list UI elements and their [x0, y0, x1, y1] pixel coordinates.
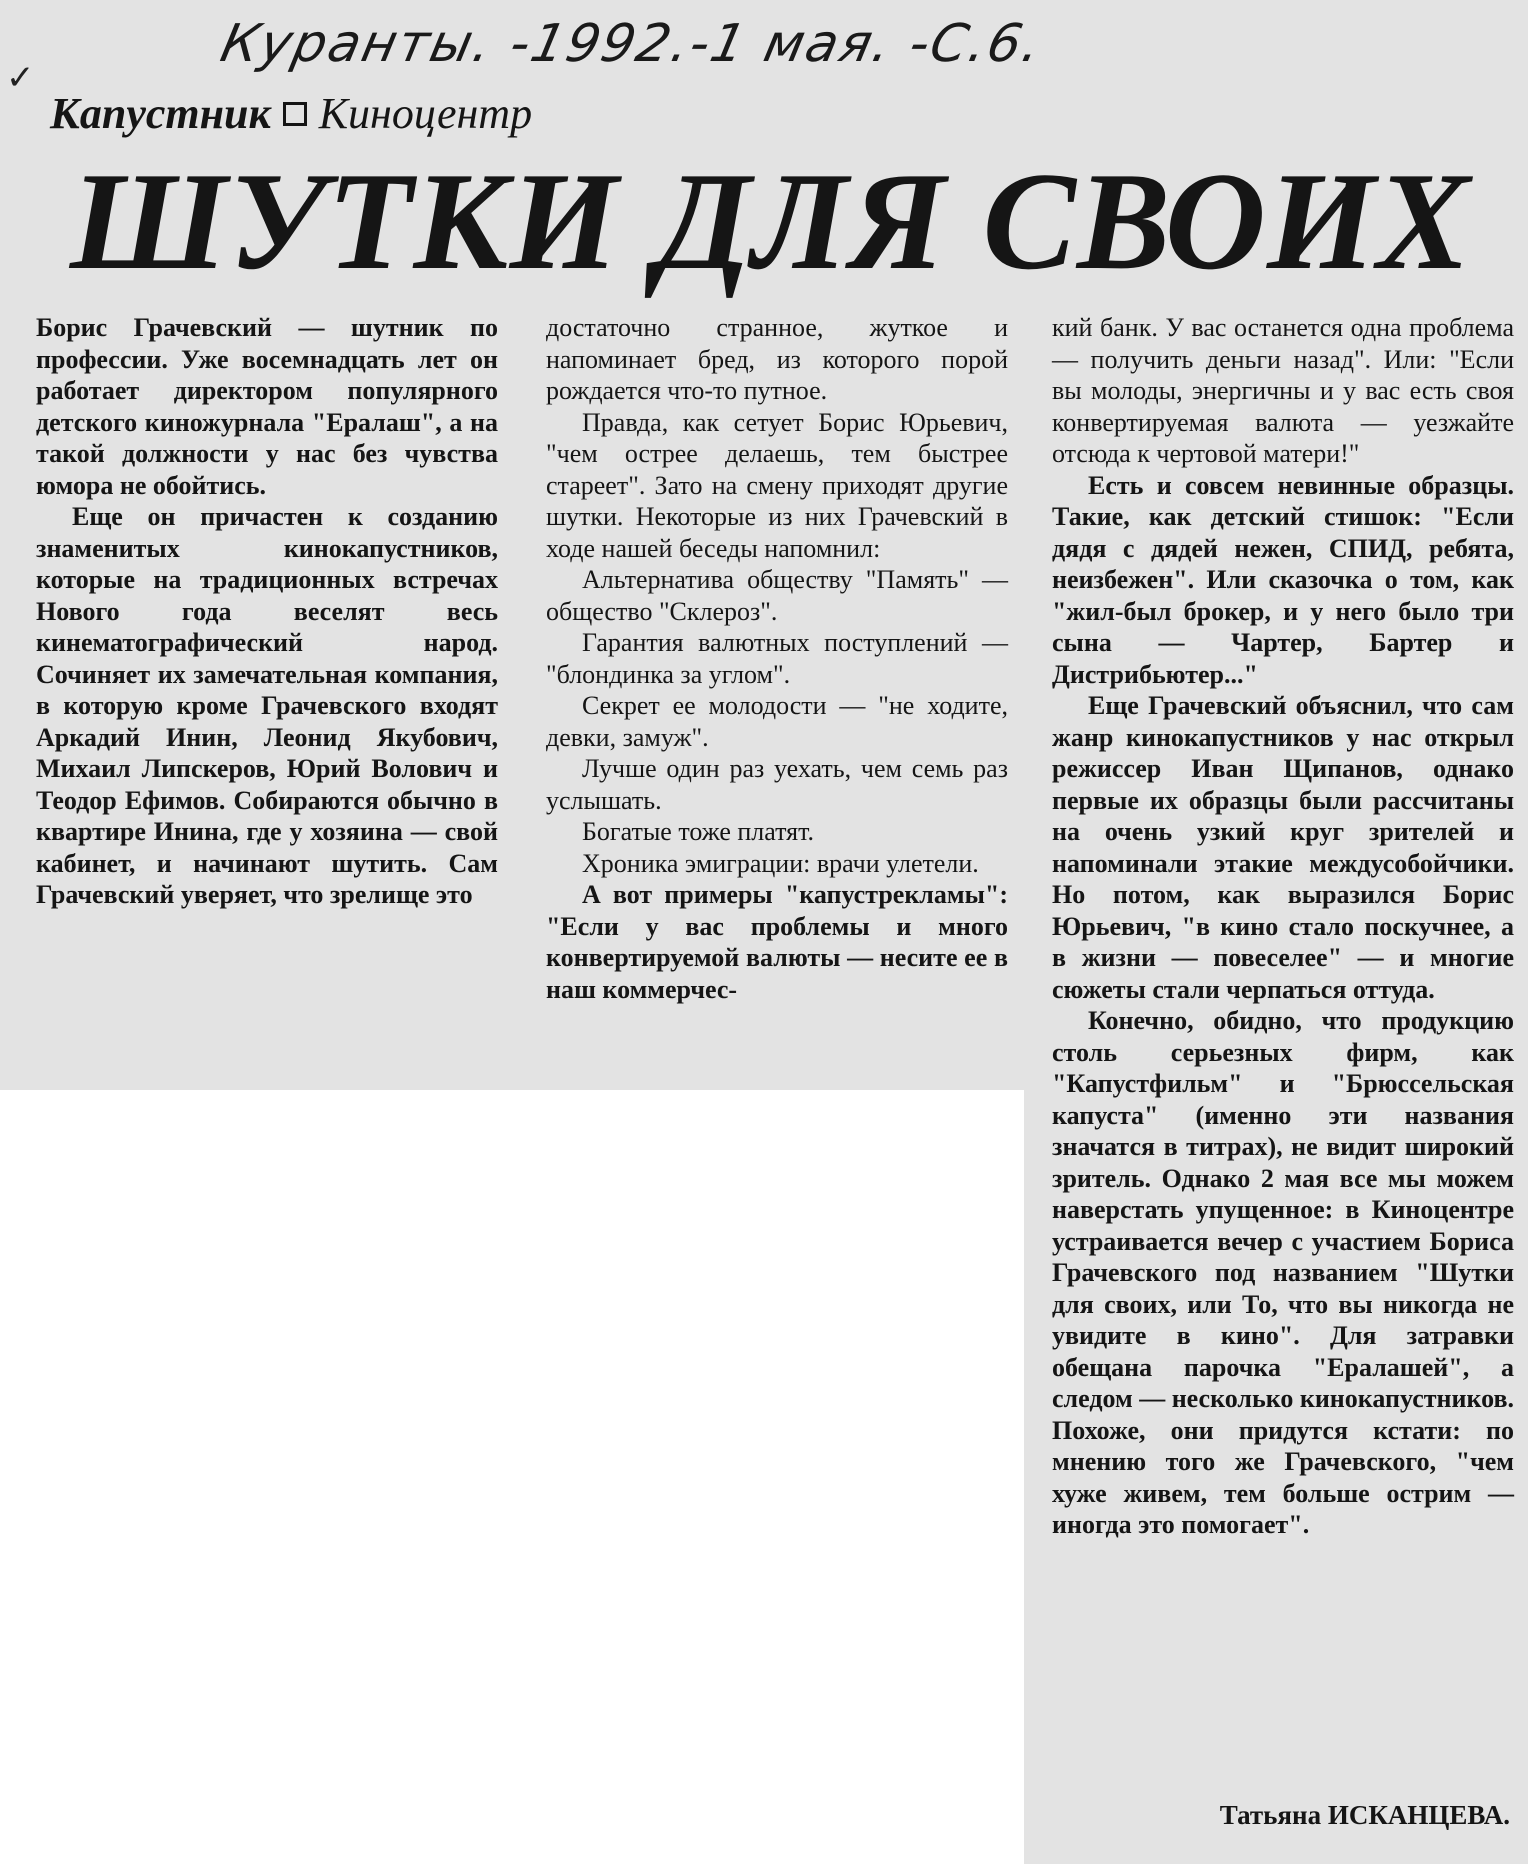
paragraph: Еще он причастен к созданию знаменитых кинокапустников, которые на традиционных встречах Нового года веселят весь кинематографический народ. Сочиняет их замечательная компания, в которую кроме Грачевского входят Аркадий Инин, Леонид Якубович, Михаил Липскеров, Юрий Волович и Теодор Ефимов. Собираются обычно в квартире Инина, где у хозяина — свой кабинет, и начинают шутить. Сам Грачевский уверяет, что зрелище это	[36, 502, 498, 909]
paragraph: Гарантия валютных поступлений — "блондинка за углом".	[546, 628, 1008, 689]
square-bullet-icon	[283, 102, 307, 126]
check-mark: ✓	[6, 58, 35, 98]
paragraph: Альтернатива обществу "Память" — общество "Склероз".	[546, 565, 1008, 626]
article-column-2	[546, 312, 1008, 1005]
paragraph: Конечно, обидно, что продукцию столь серьезных фирм, как "Капустфильм" и "Брюссельская капуста" (именно эти названия значатся в титрах), не видит широкий зритель. Однако 2 мая все мы можем наверстать упущенное: в Киноцентре устраивается вечер с участием Бориса Грачевского под названием "Шутки для своих, или То, что вы никогда не увидите в кино". Для затравки обещана парочка "Ералашей", а следом — несколько кинокапустников. Похоже, они придутся кстати: по мнению того же Грачевского, "чем хуже живем, тем больше острим — иногда это помогает".	[1052, 1006, 1515, 1539]
handwritten-source-note: Куранты. -1992.-1 мая. -С.6.	[215, 14, 1049, 74]
paragraph: Есть и совсем невинные образцы. Такие, как детский стишок: "Если дядя с дядей нежен, СПИД, ребята, неизбежен". Или сказочка о том, как "жил-был брокер, и у него было три сына — Чартер, Бартер и Дистрибьютер..."	[1052, 470, 1514, 689]
paragraph: Лучше один раз уехать, чем семь раз услышать.	[546, 754, 1008, 815]
paragraph: А вот примеры "капустрекламы": "Если у вас проблемы и много конвертируемой валюты — несите ее в наш коммерчес-	[546, 880, 1008, 1004]
article-column-1	[36, 312, 498, 911]
rubric-primary: Капустник	[50, 89, 271, 138]
article-column-3	[1052, 312, 1514, 1541]
paragraph: достаточно странное, жуткое и напоминает бред, из которого порой рождается что-то путное.	[546, 313, 1008, 405]
paragraph: Богатые тоже платят.	[582, 817, 815, 846]
rubric	[50, 88, 532, 139]
paragraph: кий банк. У вас останется одна проблема — получить деньги назад". Или: "Если вы молоды, энергичны и у вас есть своя конвертируемая валюта — уезжайте отсюда к чертовой матери!"	[1052, 313, 1514, 468]
paragraph: Еще Грачевский объяснил, что сам жанр кинокапустников у нас открыл режиссер Иван Щипанов, однако первые их образцы были рассчитаны на очень узкий круг зрителей и напоминали этакие междусобойчики. Но потом, как выразился Борис Юрьевич, "в кино стало поскучнее, а в жизни — повеселее" — и многие сюжеты стали черпаться оттуда.	[1052, 691, 1514, 1004]
rubric-secondary: Киноцентр	[318, 89, 533, 138]
paragraph: Секрет ее молодости — "не ходите, девки, замуж".	[546, 691, 1008, 752]
paragraph: Правда, как сетует Борис Юрьевич, "чем острее делаешь, тем быстрее стареет". Зато на смену приходят другие шутки. Некоторые из них Грачевский в ходе нашей беседы напомнил:	[546, 407, 1008, 563]
paragraph: Борис Грачевский — шутник по профессии. Уже восемнадцать лет он работает директором популярного детского киножурнала "Ералаш", а на такой должности у нас без чувства юмора не обойтись.	[36, 313, 498, 500]
headline: ШУТКИ ДЛЯ СВОИХ	[70, 144, 1472, 299]
author-signature: Татьяна ИСКАНЦЕВА.	[1219, 1800, 1510, 1830]
paragraph: Хроника эмиграции: врачи улетели.	[582, 848, 979, 878]
